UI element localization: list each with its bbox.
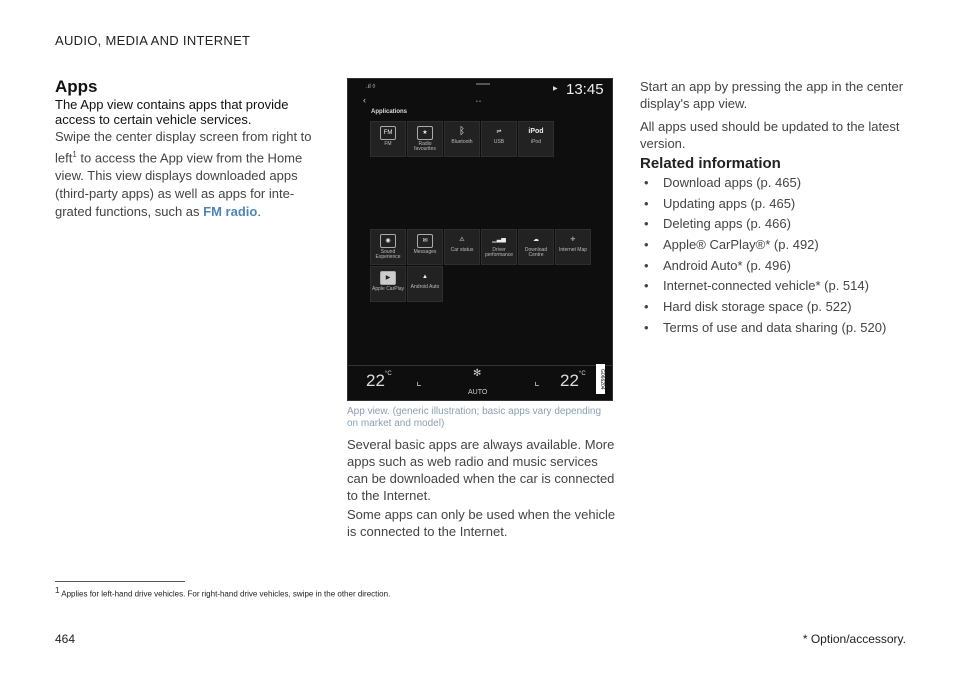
app-messages[interactable]: ✉ Messages xyxy=(407,229,443,265)
app-fm[interactable]: FM FM xyxy=(370,121,406,157)
option-accessory-note: * Option/accessory. xyxy=(802,632,906,646)
figure-caption: App view. (generic illustration; basic apps vary depending on market and model) xyxy=(347,406,602,429)
body-text-a: Swipe the center display screen from right to left xyxy=(55,129,312,166)
seat-left-icon[interactable]: ⌞ xyxy=(416,374,422,388)
ipod-icon: iPod xyxy=(528,128,544,135)
related-item[interactable]: • Hard disk storage space (p. 522) xyxy=(640,297,930,318)
message-icon: ✉ xyxy=(417,234,433,248)
app-driver-performance[interactable]: ▁▃▅ Driver performance xyxy=(481,229,517,265)
android-auto-icon: ▲ xyxy=(422,274,428,280)
warning-icon: ⚠ xyxy=(459,237,465,243)
speaker-icon: ◉ xyxy=(380,234,396,248)
app-radio-favourites[interactable]: ★ Radio favourites xyxy=(407,121,443,157)
usb-icon: ⇌ xyxy=(496,129,502,135)
play-icon: ▶ xyxy=(553,86,558,92)
fm-icon: FM xyxy=(380,126,396,140)
app-android-auto[interactable]: ▲ Android Auto xyxy=(407,266,443,302)
footnote-number: 1 xyxy=(55,586,60,595)
related-item[interactable]: • Internet-connected vehicle* (p. 514) xyxy=(640,276,930,297)
running-header: AUDIO, MEDIA AND INTERNET xyxy=(55,33,251,48)
cloud-download-icon: ☁ xyxy=(533,237,539,243)
related-list xyxy=(640,173,930,339)
related-item[interactable]: • Download apps (p. 465) xyxy=(640,173,930,194)
fan-icon[interactable]: ✻ xyxy=(473,368,482,379)
app-usb[interactable]: ⇌ USB xyxy=(481,121,517,157)
related-item[interactable]: • Android Auto* (p. 496) xyxy=(640,256,930,277)
footnote-divider xyxy=(55,581,185,582)
page-dots: • • xyxy=(476,99,481,105)
related-item[interactable]: • Apple® CarPlay®* (p. 492) xyxy=(640,235,930,256)
middle-para-1: Several basic apps are always available. More apps such as web radio and music services can be downloaded when the car is connected to the Internet. xyxy=(347,437,615,503)
bullet-icon: • xyxy=(644,195,649,211)
climate-bar-divider xyxy=(348,365,612,366)
related-item[interactable]: • Updating apps (p. 465) xyxy=(640,194,930,215)
bullet-icon: • xyxy=(644,175,649,190)
bullet-icon: • xyxy=(644,216,649,232)
bullet-icon: • xyxy=(644,257,649,273)
bar-chart-icon: ▁▃▅ xyxy=(492,237,506,243)
temp-right[interactable]: $22^{^\circ C}$ xyxy=(560,371,586,390)
applications-heading: Applications xyxy=(371,109,408,115)
app-car-status[interactable]: ⚠ Car status xyxy=(444,229,480,265)
bluetooth-icon: ᛒ xyxy=(459,126,465,137)
right-para-1: Start an app by pressing the app in the center display's app view. xyxy=(640,79,904,111)
seat-right-icon[interactable]: ⌞ xyxy=(534,374,540,388)
image-code: G066204 xyxy=(596,364,605,394)
fm-radio-link[interactable]: FM radio xyxy=(203,204,258,220)
footnote: $^1$ Applies for left-hand drive vehicles. For right-hand drive vehicles, swipe in the other direction. xyxy=(55,586,391,599)
app-apple-carplay[interactable]: ▶ Apple CarPlay xyxy=(370,266,406,302)
pull-down-handle xyxy=(476,83,490,85)
app-ipod[interactable]: iPod iPod xyxy=(518,121,554,157)
radio-star-icon: ★ xyxy=(417,126,433,140)
carplay-icon: ▶ xyxy=(380,271,396,285)
app-view-screenshot xyxy=(347,78,613,401)
related-item[interactable]: • Terms of use and data sharing (p. 520) xyxy=(640,318,930,339)
section-title: Apps xyxy=(55,77,98,96)
bullet-icon: • xyxy=(644,237,649,253)
bullet-icon: • xyxy=(644,299,649,315)
temp-left[interactable]: $22^{^\circ C}$ xyxy=(366,371,392,390)
climate-auto[interactable]: AUTO xyxy=(468,389,488,396)
bullet-icon: • xyxy=(644,319,649,335)
related-heading: Related information xyxy=(640,155,781,172)
app-bluetooth[interactable]: ᛒ Bluetooth xyxy=(444,121,480,157)
signal-icon: .ıl ◊ xyxy=(366,84,376,90)
clock: 13:45 xyxy=(566,81,604,98)
app-internet-map[interactable]: ✛ Internet Map xyxy=(555,229,591,265)
section-body xyxy=(55,128,317,221)
section-lead: The App view contains apps that provide access to certain vehicle services. xyxy=(55,97,289,127)
bullet-icon: • xyxy=(644,278,649,294)
body-text-b: to access the App view from the Home view. This view displays downloaded apps (third-party apps) as well as apps for inte-grated functions, such as xyxy=(55,150,303,220)
page-number: 464 xyxy=(55,632,76,646)
crosshair-icon: ✛ xyxy=(570,237,576,243)
app-sound-experience[interactable]: ◉ Sound Experience xyxy=(370,229,406,265)
back-icon[interactable]: ‹ xyxy=(363,95,366,105)
body-text-end: . xyxy=(257,204,261,220)
footnote-ref[interactable]: 1 xyxy=(72,150,77,159)
right-para-2: All apps used should be updated to the latest version. xyxy=(640,119,900,151)
related-item[interactable]: • Deleting apps (p. 466) xyxy=(640,214,930,235)
app-download-centre[interactable]: ☁ Download Centre xyxy=(518,229,554,265)
middle-para-2: Some apps can only be used when the vehicle is connected to the Internet. xyxy=(347,507,616,539)
